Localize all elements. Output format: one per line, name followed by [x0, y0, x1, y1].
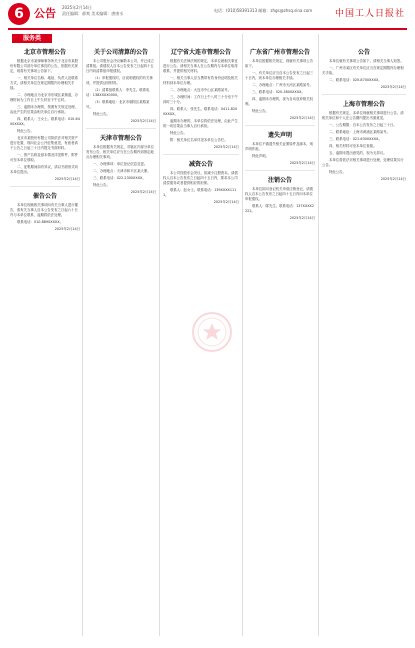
notice-paragraph: （3）联系地址：北京市朝阳区某路某号。 — [86, 100, 150, 109]
notice-date: 2025年2月14日 — [54, 227, 80, 231]
notice-paragraph: 一、资产名称及基本情况详见附件，附件可至本单位领取。 — [10, 153, 79, 162]
notice-paragraph: 二、联系地址：上海市黄浦区某路某号。 — [329, 130, 391, 134]
notice-paragraph: 本单位拟向登记机关申请注销登记，请债权人自本公告发布之日起四十五日内向本单位申报债权。 — [245, 187, 314, 201]
notice-date: 2025年2月14日 — [54, 177, 80, 181]
category-label: 服务类 — [12, 34, 52, 43]
notice-title: 减资公告 — [188, 161, 213, 168]
notice-title: 广东省广州市管理公告 — [249, 49, 310, 56]
notice-paragraph: 特此公告。 — [329, 170, 346, 174]
notice-separator — [245, 170, 315, 171]
notice-separator — [245, 125, 315, 126]
notice-title: 注销公告 — [267, 177, 292, 184]
notice-paragraph: 根据有关规定，本单位现就相关事项进行公告。请相关单位和个人在公告期内提出书面意见。 — [322, 111, 404, 120]
notice-paragraph: 本单位现就相关事项向有关当事人进行催告，请有关当事人自本公告发布之日起六十日内与本单位联系，逾期将依法处理。 — [10, 203, 79, 217]
notice-title: 关于公司清算的公告 — [93, 49, 148, 56]
notice-paragraph: 三、联系电话：020-3800XXXX。 — [252, 90, 305, 94]
page-number: 6 — [8, 3, 30, 25]
column-divider — [242, 34, 243, 636]
notice-paragraph: 根据北京市某律师事务所关于北京市某股份有限公司部分单位事宜的公告，依据有关规定，现将有关事项公告如下。 — [10, 59, 79, 73]
notice-paragraph: 一、相关单位名称、地址、负责人及联系方式，请相关单位在规定期限内办理相关手续。 — [10, 76, 79, 90]
notice-paragraph: 三、联系电话：021-6300XXXX。 — [329, 137, 382, 141]
notice-paragraph: 一、相关当事人应当携带有效身份证明及相关材料到本单位办理。 — [163, 76, 238, 85]
column-4 — [245, 44, 315, 636]
notice-paragraph: 特此声明。 — [252, 154, 269, 158]
notice-paragraph: 五、逾期未提出意见的，视为无异议。 — [329, 151, 387, 155]
notice-paragraph: 北京市某股份有限公司拟依法对相关资产进行处置，现向社会公开征集意见，有意者请于公告之日起三十日内提交书面材料。 — [10, 136, 79, 150]
header-editors: 责任编辑：郝爽 美术编辑：唐康水 — [62, 11, 124, 16]
section-title: 公告 — [34, 7, 56, 20]
notice-paragraph: 四、联系人：张先生。联系电话：0411-8200XXXX。 — [163, 107, 238, 116]
header-date: 2025年2月14日 — [62, 5, 92, 10]
notice-separator — [10, 186, 80, 187]
notice-title: 天津市管理公告 — [99, 135, 142, 142]
notice-paragraph: 本单位将依法对相关事项进行处理，处理结果另行公告。 — [322, 158, 404, 167]
notice-date: 2025年2月14日 — [380, 177, 406, 181]
notice-paragraph: 根据有关法律法规的规定，本单位就相关事宜进行公告。请相关当事人在公告期内与本单位取得联系，并提供相关材料。 — [163, 59, 238, 73]
notice-paragraph: 本单位根据有关规定，对辖区内部分单位发布公告，相关单位应当在公告期内到指定地点办理相关事项。 — [86, 145, 155, 159]
notice-paragraph: 四、联系人：王女士。联系电话：010-6400XXXX。 — [10, 117, 80, 126]
notice-date: 2025年2月14日 — [213, 145, 239, 149]
column-divider — [82, 34, 83, 636]
notice-date: 2025年2月14日 — [289, 161, 315, 165]
notice-title: 上海市管理公告 — [342, 101, 385, 108]
notice-paragraph: 一、有关单位应当自本公告发布之日起三十日内，到本单位办理相关手续。 — [245, 71, 314, 80]
masthead: 中国工人日报社 — [334, 9, 405, 19]
header-rule — [8, 28, 407, 30]
notice-paragraph: 四、相关材料可至本单位查阅。 — [329, 144, 377, 148]
notice-date: 2025年2月14日 — [213, 200, 239, 204]
notice-date: 2025年2月14日 — [130, 190, 156, 194]
notice-paragraph: 联系人：陈先生。联系电话：137XXXX2222。 — [245, 204, 314, 213]
notice-paragraph: 附：相关单位名单详见本单位公告栏。 — [170, 138, 228, 142]
notice-date: 2025年2月14日 — [289, 116, 315, 120]
notice-paragraph: 二、办理地点：广州市天河区某路某号。 — [252, 83, 314, 87]
notice-title: 催告公告 — [32, 193, 57, 200]
notice-date: 2025年2月14日 — [289, 216, 315, 220]
notice-paragraph: 本公司经股东会决议，拟减少注册资本。请债权人自本公告发布之日起四十五日内，要求本公司清偿债务或者提供相应的担保。 — [163, 171, 238, 185]
header-meta — [62, 5, 123, 17]
notice-paragraph: 联系电话：010-8890XXXX。 — [17, 220, 63, 224]
notice-paragraph: （1）申报债权时，应说明债权的有关事项，并提供证明材料。 — [86, 76, 153, 85]
notice-paragraph: 四、逾期未办理的，视为自动放弃相关权利。 — [245, 97, 314, 106]
notice-title: 遗失声明 — [267, 132, 292, 139]
notice-paragraph: 特此公告。 — [93, 183, 110, 187]
header-contact: 电话：(010)58391313 邮箱：zhgs@zhsq.sina.com — [214, 8, 313, 13]
notice-paragraph: 本公司股东会决议解散本公司，并已成立清算组。请债权人自本公告发布之日起四十五日内向清算组申报债权。 — [86, 59, 155, 73]
notice-paragraph: 三、联系电话：022-2300XXXX。 — [93, 176, 146, 180]
column-1 — [10, 44, 80, 636]
notice-paragraph: 二、联系电话：020-8700XXXX。 — [329, 78, 382, 82]
notice-paragraph: 特此公告。 — [93, 112, 110, 116]
notice-paragraph: 一、公告期限：自本公告发布之日起三十日。 — [329, 123, 397, 127]
column-2 — [86, 44, 156, 636]
notice-paragraph: 特此公告。 — [170, 131, 187, 135]
notice-paragraph: 逾期未办理的，本单位将依法处理，由此产生的一切后果由当事人自行承担。 — [163, 119, 238, 128]
notice-paragraph: 三、办理时间：工作日上午八时三十分至下午四时三十分。 — [163, 95, 238, 104]
notice-paragraph: 联系人：赵女士。联系电话：139XXXX1111。 — [163, 188, 237, 197]
notice-paragraph: （2）清算组联系人：李先生。联系电话：138XXXX0000。 — [86, 88, 150, 97]
column-divider — [318, 34, 319, 636]
notice-title: 公告 — [357, 49, 370, 56]
seal-stamp-icon — [190, 310, 234, 354]
notice-title: 北京市管理公告 — [23, 49, 66, 56]
notice-paragraph: 一、广州市某区有关单位应当在规定期限内办理相关手续。 — [322, 66, 404, 75]
notice-paragraph: 二、征集期间如有异议，请以书面形式向本单位提出。 — [10, 165, 79, 174]
notice-paragraph: 特此公告。 — [252, 109, 269, 113]
notice-paragraph: 三、逾期未办理的，按照有关规定处理，由此产生的后果由相关单位自行承担。 — [10, 105, 79, 114]
column-divider — [159, 34, 160, 636]
notice-paragraph: 二、办理地点：天津市和平区某大厦。 — [93, 169, 151, 173]
notice-paragraph: 本单位就有关事项公告如下，请相关当事人知悉。 — [329, 59, 404, 63]
notice-separator — [163, 154, 239, 155]
notice-date: 2025年2月14日 — [380, 85, 406, 89]
notice-title: 辽宁省大连市管理公告 — [170, 49, 231, 56]
notice-paragraph: 特此公告。 — [17, 129, 34, 133]
notice-separator — [86, 128, 156, 129]
notice-date: 2025年2月14日 — [130, 119, 156, 123]
notice-paragraph: 二、办理地点：大连市中山区某路某号。 — [170, 88, 232, 92]
notice-paragraph: 二、办理地点为北京市东城区某街道，办理时间为工作日上午九时至下午五时。 — [10, 93, 79, 102]
notice-paragraph: 本单位根据相关规定，现就有关事项公告如下。 — [245, 59, 314, 68]
notice-paragraph: 一、办理事项：单位登记信息变更。 — [93, 162, 148, 166]
notice-separator — [322, 94, 406, 95]
notice-paragraph: 本单位不慎遗失相关证照原件及副本，现声明作废。 — [245, 142, 314, 151]
column-5 — [322, 44, 406, 636]
page-header — [0, 0, 415, 30]
